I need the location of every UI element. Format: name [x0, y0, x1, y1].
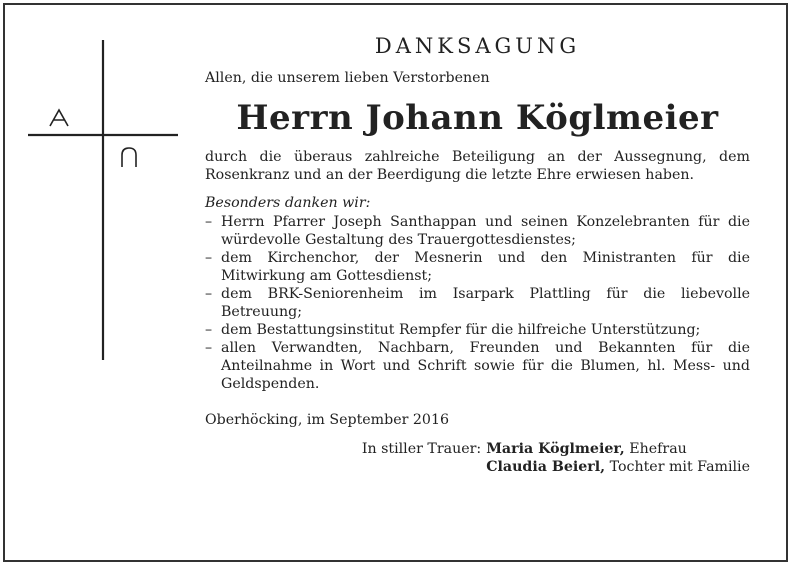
alpha-icon — [50, 110, 68, 126]
thanks-item — [205, 339, 750, 393]
thanks-list — [205, 213, 750, 393]
mourner-name: Claudia Beierl, — [486, 459, 606, 475]
deceased-name: Herrn Johann Köglmeier — [236, 98, 719, 138]
thanks-item-text: Herrn Pfarrer Joseph Santhappan und seinen Konzelebranten für die würdevolle Gestaltung des Trauergottesdienstes; — [221, 214, 750, 248]
bullet-dash: – — [205, 250, 213, 266]
mourner-name: Maria Köglmeier, — [486, 441, 625, 457]
bullet-dash: – — [205, 214, 213, 230]
thanks-heading: Besonders danken wir: — [205, 195, 371, 211]
mourner-relation: Tochter mit Familie — [609, 459, 750, 475]
bullet-dash: – — [205, 286, 213, 302]
notice-text — [205, 33, 750, 476]
gratitude-paragraph: durch die überaus zahlreiche Beteiligung an der Aussegnung, dem Rosenkranz und an der Beerdigung die letzte Ehre erwiesen haben. — [205, 149, 750, 183]
notice-title: DANKSAGUNG — [374, 34, 581, 58]
bullet-dash: – — [205, 322, 213, 338]
thanks-item-text: allen Verwandten, Nachbarn, Freunden und Bekannten für die Anteilnahme in Wort und Schrift sowie für die Blumen, hl. Mess- und Geldspenden. — [221, 340, 750, 392]
place-date: Oberhöcking, im September 2016 — [205, 412, 450, 428]
mourners-label: In stiller Trauer: — [361, 441, 482, 457]
cross-alpha-omega-icon — [28, 40, 178, 360]
thanks-item-text: dem Bestattungsinstitut Rempfer für die hilfreiche Unterstützung; — [221, 322, 701, 338]
mourners-block — [205, 440, 750, 476]
mourner-entry — [486, 458, 750, 476]
thanks-item-text: dem Kirchenchor, der Mesnerin und den Ministranten für die Mitwirkung am Gottesdienst; — [221, 250, 750, 284]
mourners-spacer — [362, 458, 481, 476]
thanks-item — [205, 213, 750, 249]
omega-icon — [122, 148, 136, 167]
mourner-entry — [486, 440, 750, 458]
intro-line: Allen, die unserem lieben Verstorbenen — [205, 70, 490, 86]
thanks-item-text: dem BRK-Seniorenheim im Isarpark Plattling für die liebevolle Betreuung; — [221, 286, 750, 320]
thanks-item — [205, 285, 750, 321]
mourner-relation: Ehefrau — [629, 441, 687, 457]
bullet-dash: – — [205, 340, 213, 356]
thanks-item — [205, 249, 750, 285]
thanks-item — [205, 321, 750, 339]
